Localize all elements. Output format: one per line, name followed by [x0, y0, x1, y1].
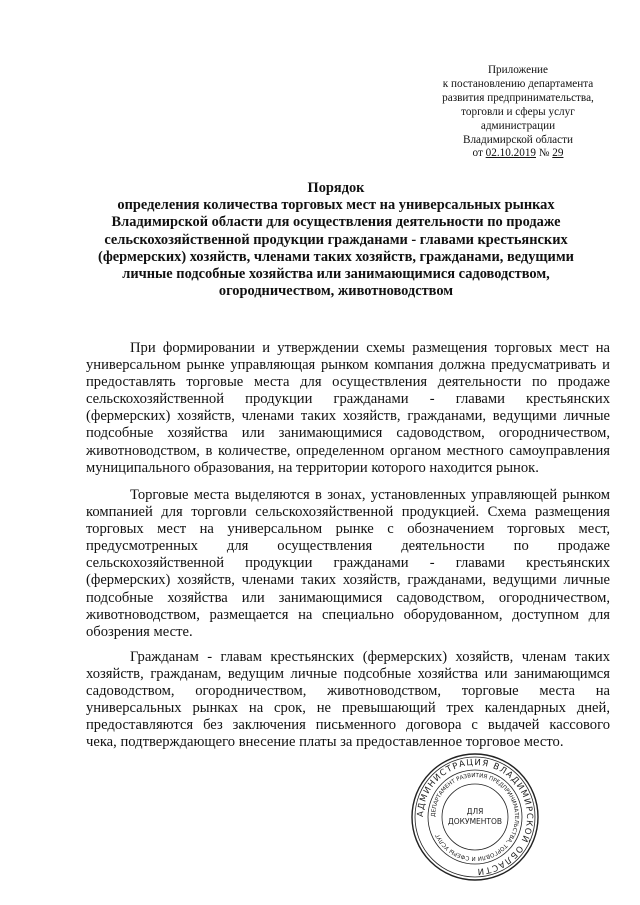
paragraph-line: садоводством, огородничеством, животноводством, торговые места на [86, 683, 610, 700]
paragraph-line: сельскохозяйственной продукции гражданами - главами крестьянских [86, 391, 610, 408]
paragraph-line: чека, подтверждающего внесение платы за предоставленное торговое место. [86, 734, 564, 751]
paragraph-line: обозрения месте. [86, 623, 193, 640]
paragraph-line: универсальном рынке управляющая рынком компания должна предусматривать и [86, 357, 610, 374]
title-line: огородничеством, животноводством [218, 283, 454, 300]
paragraph-line: предоставлять торговые места для осуществления деятельности по продаже [86, 374, 610, 391]
paragraph-line: При формировании и утверждении схемы размещения торговых мест на [130, 340, 610, 356]
stamp-center-line: ДОКУМЕНТОВ [447, 817, 503, 826]
paragraph-line: предусмотренных для осуществления деятельности по продаже [86, 538, 610, 555]
paragraph-line: подсобные хозяйства или занимающимися садоводством, огородничеством, [86, 425, 610, 442]
appendix-line: торговли и сферы услуг [461, 105, 575, 118]
document-title [86, 180, 586, 300]
appendix-line: Владимирской области [463, 133, 573, 146]
paragraph-2 [86, 487, 610, 641]
paragraph-line: муниципального образования, на территории которого находится рынок. [86, 459, 539, 476]
appendix-date: 02.10.2019 [485, 147, 536, 160]
paragraph-line: Гражданам - главам крестьянских (фермерских) хозяйств, членам таких [130, 649, 610, 665]
stamp-inner-text: ДЕПАРТАМЕНТ РАЗВИТИЯ ПРЕДПРИНИМАТЕЛЬСТВА, ТОРГОВЛИ И СФЕРЫ УСЛУГ [430, 772, 520, 862]
paragraph-line: Торговые места выделяются в зонах, установленных управляющей рынком [130, 487, 610, 503]
title-line: сельскохозяйственной продукции гражданами - главами крестьянских [104, 231, 568, 248]
paragraph-line: подсобные хозяйства или занимающимися садоводством, огородничеством, [86, 589, 610, 606]
paragraph-line: универсальных рынках на срок, не превышающий трех календарных дней, [86, 700, 610, 717]
title-line: Порядок [307, 180, 365, 196]
stamp-outer-text: АДМИНИСТРАЦИЯ ВЛАДИМИРСКОЙ ОБЛАСТИ [415, 757, 535, 877]
paragraph-line: животноводством, в количестве, определенном органом местного самоуправления [86, 442, 610, 459]
appendix-line: развития предпринимательства, [442, 91, 594, 104]
paragraph-3 [86, 649, 610, 752]
stamp-seal [410, 752, 540, 882]
appendix-line: администрации [480, 119, 556, 132]
paragraph-line: хозяйств, гражданам, ведущим личные подсобные хозяйства или занимающимся [86, 666, 610, 683]
paragraph-1 [86, 340, 610, 477]
paragraph-line: торговых мест на универсальном рынке с обозначением торговых мест, [86, 521, 610, 538]
paragraph-line: предоставляются без заключения письменного договора с выдачей кассового [86, 717, 610, 734]
paragraph-line: животноводством, размещается на специально оборудованном, доступном для [86, 606, 610, 623]
title-line: (фермерских) хозяйств, членами таких хозяйств, гражданами, ведущими [98, 248, 574, 265]
appendix-number: 29 [552, 147, 564, 160]
paragraph-line: (фермерских) хозяйств, членами таких хозяйств, гражданами, ведущими личные [86, 572, 610, 589]
title-line: определения количества торговых мест на универсальных рынках [117, 197, 555, 214]
number-prefix: № [536, 147, 553, 160]
title-line: личные подсобные хозяйства или занимающимися садоводством, [122, 266, 550, 283]
title-line: Владимирской области для осуществления деятельности по продаже [111, 214, 561, 231]
appendix-line: к постановлению департамента [442, 77, 594, 90]
appendix-block [420, 64, 616, 161]
appendix-line: Приложение [487, 64, 549, 76]
date-prefix: от [472, 147, 486, 160]
paragraph-line: компанией для торговли сельскохозяйственной продукцией. Схема размещения [86, 504, 610, 521]
paragraph-line: сельскохозяйственной продукции гражданами - главами крестьянских [86, 555, 610, 572]
stamp-center-line: ДЛЯ [466, 807, 484, 816]
appendix-date-line [420, 147, 616, 161]
paragraph-line: (фермерских) хозяйств, членами таких хозяйств, гражданами, ведущими личные [86, 408, 610, 425]
official-stamp [410, 752, 540, 882]
